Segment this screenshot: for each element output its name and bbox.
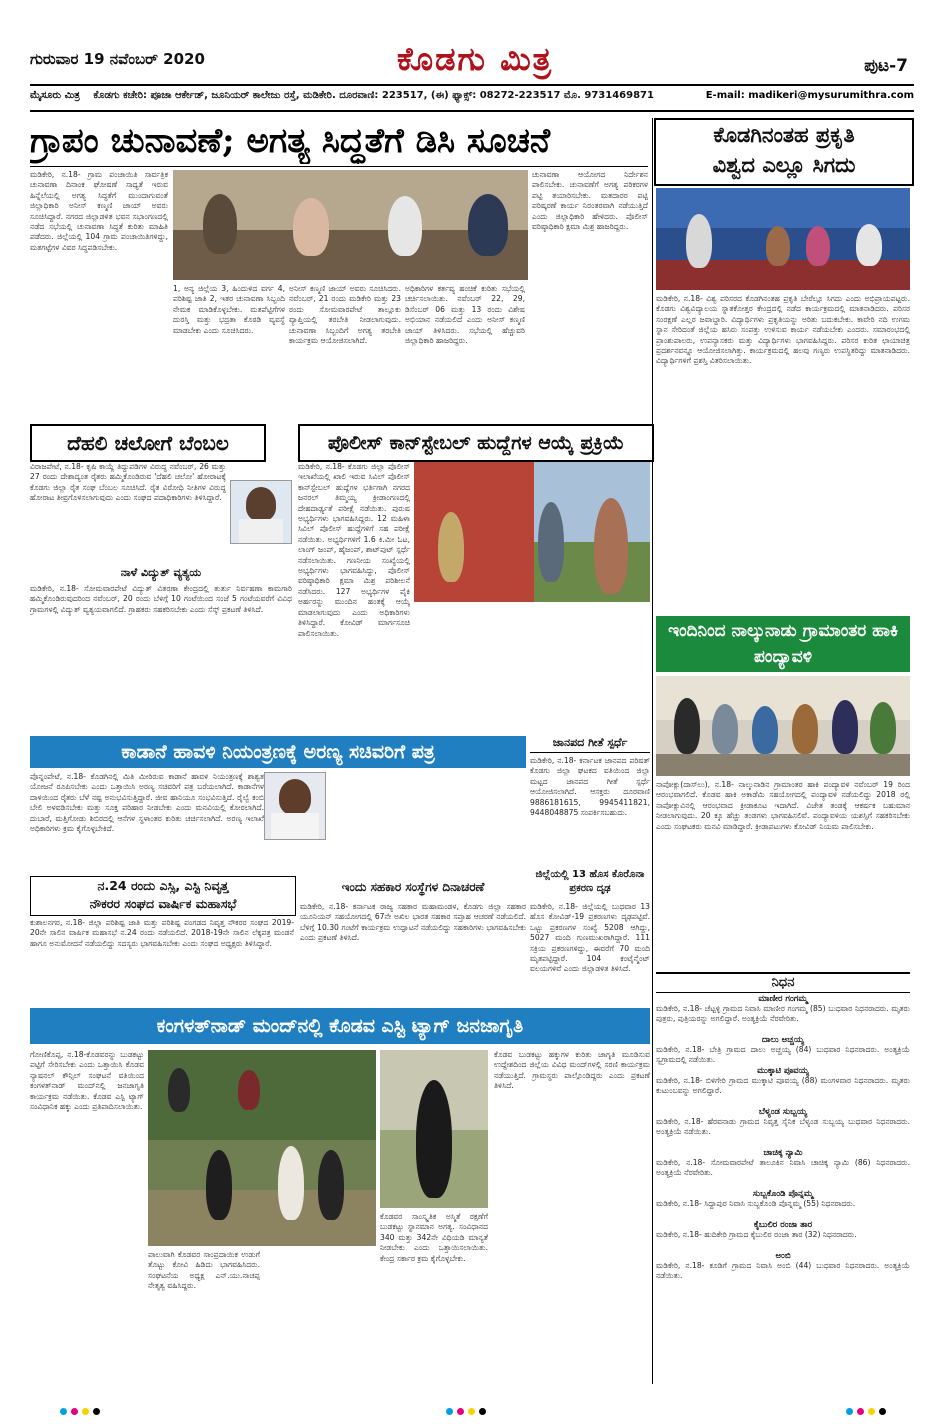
registration-marks-center	[446, 1400, 490, 1419]
delhi-body: ವಿರಾಜಪೇಟೆ, ನ.18- ಕೃಷಿ ಕಾಯ್ದೆ ತಿದ್ದುಪಡಿಗಳ ವಿರುದ್ಧ ನವೆಂಬರ್, 26 ಮತ್ತು 27 ರಂದು ದೇಶಾದ್ಯಂತ ರೈತರು ಹಮ್ಮಿಕೊಂಡಿರುವ 'ದೆಹಲಿ ಚಲೋ' ಹೋರಾಟಕ್ಕೆ ಕೊಡಗು ಜಿಲ್ಲಾ ರೈತ ಸಂಘ ಬೆಂಬಲ ಸೂಚಿಸಿದೆ. ರೈತ ವಿರೋಧಿ ನೀತಿಗಳ ವಿರುದ್ಧ ಹೋರಾಟ ತೀವ್ರಗೊಳಿಸಲಾಗುವುದು ಎಂದು ಸಂಘದ ಪದಾಧಿಕಾರಿಗಳು ತಿಳಿಸಿದ್ದಾರೆ.	[30, 462, 226, 503]
police-recruitment-photo	[414, 462, 650, 602]
cooperative-body: ಮಡಿಕೇರಿ, ನ.18- ಕರ್ನಾಟಕ ರಾಜ್ಯ ಸಹಕಾರ ಮಹಾಮಂಡಳ, ಕೊಡಗು ಜಿಲ್ಲಾ ಸಹಕಾರ ಯೂನಿಯನ್ ಸಹಯೋಗದಲ್ಲಿ 67ನೇ ಅಖಿಲ ಭಾರತ ಸಹಕಾರ ಸಪ್ತಾಹ ಆಚರಣೆ ನಡೆಯಲಿದೆ. ಬೆಳಿಗ್ಗೆ 10.30 ಗಂಟೆಗೆ ಕಾರ್ಯಕ್ರಮ ಉದ್ಘಾಟನೆ ನಡೆಯಲಿದ್ದು ಸಹಕಾರಿಗಳು ಭಾಗವಹಿಸಬೇಕು ಎಂದು ಪ್ರಕಟಣೆ ತಿಳಿಸಿದೆ.	[300, 902, 526, 943]
obituary-item	[656, 994, 910, 1035]
issue-date: ಗುರುವಾರ 19 ನವೆಂಬರ್ 2020	[30, 50, 205, 68]
obituary-body: ಮಡಿಕೇರಿ, ನ.18- ಬೇತ್ರಿ ಗ್ರಾಮದ ದಾಲು ಅಚ್ಚಯ್ಯ (84) ಬುಧವಾರ ನಿಧನರಾದರು. ಅಂತ್ಯಕ್ರಿಯೆ ಸ್ವಗ್ರಾಮದಲ್ಲಿ ನಡೆಯಿತು.	[656, 1045, 910, 1065]
nature-event-photo	[656, 188, 910, 290]
st-tag-col1: ಗೋಣಿಕೊಪ್ಪ, ನ.18-ಕೊಡವರನ್ನು ಬುಡಕಟ್ಟು ಪಟ್ಟಿಗೆ ಸೇರಿಸಬೇಕು ಎಂದು ಒತ್ತಾಯಿಸಿ ಕೊಡವ ನ್ಯಾಷನಲ್ ಕೌನ್ಸಿಲ್ ಸಂಘಟನೆ ವತಿಯಿಂದ ಕಂಗಳತ್‌ನಾಡ್ ಮಂದ್‌ನಲ್ಲಿ ಜನಜಾಗೃತಿ ಕಾರ್ಯಕ್ರಮ ನಡೆಯಿತು. ಕೊಡವ ಎಸ್ಟಿ ಟ್ಯಾಗ್ ಸಂವಿಧಾನಿಕ ಹಕ್ಕು ಎಂದು ಪ್ರತಿಪಾದಿಸಲಾಯಿತು.	[30, 1050, 144, 1112]
st-tag-col4: ಕೊಡವ ಬುಡಕಟ್ಟು ಹಕ್ಕುಗಳ ಕುರಿತು ಜಾಗೃತಿ ಮೂಡಿಸುವ ಉದ್ದೇಶದಿಂದ ಜಿಲ್ಲೆಯ ವಿವಿಧ ಮಂದ್‌ಗಳಲ್ಲಿ ಸರಣಿ ಕಾರ್ಯಕ್ರಮ ನಡೆಯುತ್ತಿದೆ. ಗ್ರಾಮಸ್ಥರು ಪಾಲ್ಗೊಂಡಿದ್ದರು ಎಂದು ಪ್ರಕಟಣೆ ತಿಳಿಸಿದೆ.	[494, 1050, 650, 1091]
nature-headline-box	[654, 118, 914, 186]
obituary-body: ಮಡಿಕೇರಿ, ನ.18- ಕೂಡಿಗೆ ಗ್ರಾಮದ ನಿವಾಸಿ ಅಂಬಿ (44) ಬುಧವಾರ ನಿಧನರಾದರು. ಅಂತ್ಯಕ್ರಿಯೆ ನಡೆಯಿತು.	[656, 1261, 910, 1281]
obituary-name: ಬೆಳ್ಯಂಡ ಸುಬ್ಬಯ್ಯ	[758, 1107, 808, 1117]
nature-headline-line1: ಕೊಡಗಿನಂತಹ ಪ್ರಕೃತಿ	[713, 122, 855, 147]
corona-body: ಮಡಿಕೇರಿ, ನ.18- ಜಿಲ್ಲೆಯಲ್ಲಿ ಬುಧವಾರ 13 ಹೊಸ ಕೋವಿಡ್-19 ಪ್ರಕರಣಗಳು ದೃಢಪಟ್ಟಿವೆ. ಒಟ್ಟು ಪ್ರಕರಣಗಳ ಸಂಖ್ಯೆ 5208 ಆಗಿದ್ದು, 5027 ಮಂದಿ ಗುಣಮುಖರಾಗಿದ್ದಾರೆ. 111 ಸಕ್ರಿಯ ಪ್ರಕರಣಗಳಿದ್ದು, ಈವರೆಗೆ 70 ಮಂದಿ ಮೃತಪಟ್ಟಿದ್ದಾರೆ. 104 ಕಂಟೈನ್ಮೆಂಟ್ ವಲಯಗಳಿವೆ ಎಂದು ಜಿಲ್ಲಾಡಳಿತ ತಿಳಿಸಿದೆ.	[530, 902, 650, 974]
obituary-name: ಮಾಣೀರ ಗಂಗಮ್ಮ	[758, 994, 808, 1004]
obituary-body: ಮಡಿಕೇರಿ, ನ.18- ಚೆಟ್ಟಳ್ಳಿ ಗ್ರಾಮದ ನಿವಾಸಿ ಮಾಣೀರ ಗಂಗಮ್ಮ (85) ಬುಧವಾರ ನಿಧನರಾದರು. ಮೃತರು ಪುತ್ರರು, ಪುತ್ರಿಯರನ್ನು ಅಗಲಿದ್ದಾರೆ. ಅಂತ್ಯಕ್ರಿಯೆ ನೆರವೇರಿತು.	[656, 1004, 910, 1024]
police-body-col2	[414, 606, 526, 732]
obituary-item	[656, 1251, 910, 1292]
office-address: ಕೊಡಗು ಕಚೇರಿ: ಪೂಜಾ ಆರ್ಕೇಡ್, ಜೂನಿಯರ್ ಕಾಲೇಜು ರಸ್ತೆ, ಮಡಿಕೇರಿ. ದೂರವಾಣಿ: 223517, (ಈ) ಫ್ಯಾಕ್ಸ್: 08272-223517 ಮೊ. 9731469871	[93, 90, 654, 101]
nature-body: ಮಡಿಕೇರಿ, ನ.18- ವಿಶ್ವ ಪರಿಸರದ ಕೊಡಗಿನಂತಹ ಪ್ರಕೃತಿ ಬೇರೆಲ್ಲೂ ಸಿಗದು ಎಂದು ಅಭಿಪ್ರಾಯಪಟ್ಟರು. ಕೊಡಗು ವಿಶ್ವವಿದ್ಯಾಲಯ ಸ್ನಾತಕೋತ್ತರ ಕೇಂದ್ರದಲ್ಲಿ ನಡೆದ ಕಾರ್ಯಕ್ರಮದಲ್ಲಿ ಮಾತನಾಡಿದರು. ಪರಿಸರ ಸಂರಕ್ಷಣೆ ಎಲ್ಲರ ಜವಾಬ್ದಾರಿ. ವಿದ್ಯಾರ್ಥಿಗಳು ಪ್ರಕೃತಿಯನ್ನು ಅರಿತು ಬದುಕಬೇಕು. ಕಾವೇರಿ ನದಿ ಉಗಮ ಸ್ಥಾನ ಸೇರಿದಂತೆ ಜಿಲ್ಲೆಯ ಹಸಿರು ಸಂಪತ್ತು ಉಳಿಸುವ ಕಾರ್ಯ ನಡೆಯಬೇಕು ಎಂದರು. ಸಮಾರಂಭದಲ್ಲಿ ಪ್ರಾಂಶುಪಾಲರು, ಉಪನ್ಯಾಸಕರು ಮತ್ತು ವಿದ್ಯಾರ್ಥಿಗಳು ಭಾಗವಹಿಸಿದ್ದರು. ಪರಿಸರ ಕುರಿತ ಛಾಯಾಚಿತ್ರ ಪ್ರದರ್ಶನವನ್ನೂ ಆಯೋಜಿಸಲಾಗಿತ್ತು. ಕಾರ್ಯಕ್ರಮದಲ್ಲಿ ಹಲವು ಗಣ್ಯರು ಉಪಸ್ಥಿತರಿದ್ದು ಮಾತನಾಡಿದರು. ವಿದ್ಯಾರ್ಥಿಗಳಿಗೆ ಪ್ರಶಸ್ತಿ ವಿತರಿಸಲಾಯಿತು.	[656, 294, 910, 366]
infobar-rule	[30, 110, 914, 112]
obituary-item	[656, 1220, 910, 1251]
st-tag-col3: ಕೊಡವರ ಸಾಂಸ್ಕೃತಿಕ ಅಸ್ಮಿತೆ ರಕ್ಷಣೆಗೆ ಬುಡಕಟ್ಟು ಸ್ಥಾನಮಾನ ಅಗತ್ಯ. ಸಂವಿಧಾನದ 340 ಮತ್ತು 342ನೇ ವಿಧಿಯಡಿ ಮಾನ್ಯತೆ ನೀಡಬೇಕು ಎಂದು ಒತ್ತಾಯಿಸಲಾಯಿತು. ಕೇಂದ್ರ ಸರ್ಕಾರ ಕ್ರಮ ಕೈಗೊಳ್ಳಬೇಕು.	[380, 1212, 488, 1263]
song-contest-headline: ಜಾನಪದ ಗೀತೆ ಸ್ಪರ್ಧೆ	[530, 736, 650, 753]
office-info-bar	[30, 90, 914, 108]
obituary-name: ಅಂಬಿ	[775, 1251, 791, 1261]
retired-body: ಕುಶಾಲನಗರ, ನ.18- ಜಿಲ್ಲಾ ಪರಿಶಿಷ್ಟ ಜಾತಿ ಮತ್ತು ಪರಿಶಿಷ್ಟ ಪಂಗಡದ ನಿವೃತ್ತ ನೌಕರರ ಸಂಘದ 2019-20ನೇ ಸಾಲಿನ ವಾರ್ಷಿಕ ಮಹಾಸಭೆ ನ.24 ರಂದು ನಡೆಯಲಿದೆ. 2018-19ನೇ ಸಾಲಿನ ಲೆಕ್ಕಪತ್ರ ಮಂಡನೆ ಹಾಗೂ ಅನುಮೋದನೆ ನಡೆಯಲಿದ್ದು ಸದಸ್ಯರು ಭಾಗವಹಿಸಬೇಕು ಎಂದು ಸಂಘದ ಅಧ್ಯಕ್ಷರು ತಿಳಿಸಿದ್ದಾರೆ.	[30, 918, 294, 948]
newspaper-logo: ಕೊಡಗು ಮಿತ್ರ	[396, 40, 553, 78]
gp-election-col3: ಅನೀಸ್ ಕಣ್ಮಣಿ ಜಾಯ್ ಅವರು ಸೂಚಿಸಿದರು. ನವೆಂಬರ್, 21 ರಂದು ಮಡಿಕೇರಿ ಮತ್ತು 23 ರಂದು ಸೋಮವಾರಪೇಟೆ ತಾಲ್ಲೂಕು ವ್ಯಾಪ್ತಿಯಲ್ಲಿ ತರಬೇತಿ ನೀಡಲಾಗುವುದು. ಚುನಾವಣಾ ಸಿಬ್ಬಂದಿಗೆ ಅಗತ್ಯ ತರಬೇತಿ ಕಾರ್ಯಕ್ರಮ ಆಯೋಜಿಸಲಾಗಿದೆ.	[289, 284, 401, 346]
corona-headline: ಜಿಲ್ಲೆಯಲ್ಲಿ 13 ಹೊಸ ಕೊರೊನಾ ಪ್ರಕರಣ ದೃಢ	[535, 869, 645, 894]
hockey-body: ನಾಪೋಕ್ಲು(ದಾಸ್‌ಲು), ನ.18- ನಾಲ್ಕುನಾಡಿನ ಗ್ರಾಮಾಂತರ ಹಾಕಿ ಪಂದ್ಯಾವಳಿ ನವೆಂಬರ್ 19 ರಿಂದ ಆರಂಭವಾಗಲಿದೆ. ಕೊಡವ ಹಾಕಿ ಅಕಾಡೆಮಿ ಸಹಯೋಗದಲ್ಲಿ ಪಂದ್ಯಾವಳಿ ನಡೆಯಲಿದ್ದು 2018 ರಲ್ಲಿ ನಾಪೋಕ್ಲುವಿನಲ್ಲಿ ಆರಂಭವಾದ ಕ್ರೀಡಾಕೂಟ ಇದಾಗಿದೆ. ವಿಜೇತ ತಂಡಕ್ಕೆ ಆಕರ್ಷಕ ಬಹುಮಾನ ನೀಡಲಾಗುವುದು. 20 ಕ್ಕೂ ಹೆಚ್ಚು ತಂಡಗಳು ಭಾಗವಹಿಸಲಿವೆ. ಪಂದ್ಯಾವಳಿಯ ಯಶಸ್ಸಿಗೆ ಸಹಕರಿಸಬೇಕು ಎಂದು ಸಂಘಟಕರು ಮನವಿ ಮಾಡಿದ್ದಾರೆ. ಕ್ರೀಡಾಪಟುಗಳು ಕೋವಿಡ್ ನಿಯಮ ಪಾಲಿಸಬೇಕು.	[656, 780, 910, 831]
delhi-body-continued	[30, 536, 226, 564]
gp-election-col1: ಮಡಿಕೇರಿ, ನ.18- ಗ್ರಾಮ ಪಂಚಾಯಿತಿ ಸಾರ್ವತ್ರಿಕ ಚುನಾವಣಾ ದಿನಾಂಕ ಘೋಷಣೆ ಸಾಧ್ಯತೆ ಇರುವ ಹಿನ್ನೆಲೆಯಲ್ಲಿ ಅಗತ್ಯ ಸಿದ್ಧತೆಗೆ ಮುಂದಾಗುವಂತೆ ಜಿಲ್ಲಾಧಿಕಾರಿ ಅನೀಸ್ ಕಣ್ಮಣಿ ಜಾಯ್ ಅವರು ಸೂಚಿಸಿದ್ದಾರೆ. ನಗರದ ಜಿಲ್ಲಾಡಳಿತ ಭವನ ಸಭಾಂಗಣದಲ್ಲಿ ನಡೆದ ಸಭೆಯಲ್ಲಿ ಚುನಾವಣಾ ಸಿದ್ಧತೆ ಕುರಿತು ಮಾಹಿತಿ ಪಡೆದರು. ಜಿಲ್ಲೆಯಲ್ಲಿ 104 ಗ್ರಾಮ ಪಂಚಾಯಿತಿಗಳಿದ್ದು, ಮತಗಟ್ಟೆಗಳ ವಿವರ ಸಿದ್ಧಪಡಿಸಬೇಕು.	[30, 170, 168, 252]
elephant-body-col3	[330, 772, 526, 872]
hockey-team-photo	[656, 676, 910, 776]
gp-meeting-photo	[173, 170, 528, 280]
masthead-rule	[30, 84, 914, 86]
obituary-item	[656, 1035, 910, 1066]
st-tag-headline: ಕಂಗಳತ್‌ನಾಡ್ ಮಂದ್‌ನಲ್ಲಿ ಕೊಡವ ಎಸ್ಟಿ ಟ್ಯಾಗ್ ಜನಜಾಗೃತಿ	[30, 1008, 650, 1044]
delhi-portrait-photo	[230, 480, 292, 544]
page-number: ಪುಟ-7	[864, 56, 908, 76]
elephant-body: ಪೊನ್ನಂಪೇಟೆ, ನ.18- ಕೊಡಗಿನಲ್ಲಿ ಮಿತಿ ಮೀರಿರುವ ಕಾಡಾನೆ ಹಾವಳಿ ನಿಯಂತ್ರಣಕ್ಕೆ ಶಾಶ್ವತ ಯೋಜನೆ ರೂಪಿಸಬೇಕು ಎಂದು ಒತ್ತಾಯಿಸಿ ಅರಣ್ಯ ಸಚಿವರಿಗೆ ಪತ್ರ ಬರೆಯಲಾಗಿದೆ. ಕಾಡಾನೆಗಳ ದಾಳಿಯಿಂದ ರೈತರು ಬೆಳೆ ನಷ್ಟ ಅನುಭವಿಸುತ್ತಿದ್ದಾರೆ. ಜೀವ ಹಾನಿಯೂ ಸಂಭವಿಸುತ್ತಿದೆ. ರೈಲ್ವೆ ಕಂಬಿ ಬೇಲಿ ಅಳವಡಿಸಬೇಕು ಮತ್ತು ಸೂಕ್ತ ಪರಿಹಾರ ನೀಡಬೇಕು ಎಂದು ಮನವಿಯಲ್ಲಿ ಕೋರಲಾಗಿದೆ. ದುಬಾರೆ, ಮತ್ತಿಗೋಡು ಶಿಬಿರದಲ್ಲಿ ಆನೆಗಳ ಸ್ಥಳಾಂತರ ಕುರಿತು ಚರ್ಚಿಸಲಾಗಿದೆ. ಅರಣ್ಯ ಇಲಾಖೆ ಅಧಿಕಾರಿಗಳು ಕ್ರಮ ಕೈಗೊಳ್ಳಬೇಕಿದೆ.	[30, 772, 264, 834]
st-tag-photo-left	[148, 1050, 376, 1246]
retired-headline-box	[30, 876, 296, 916]
obituary-item	[656, 1066, 910, 1107]
obituary-list	[656, 994, 910, 1384]
st-tag-col2: ಪಾಲುವಾಗಿ ಕೊಡವರ ಸಾಂಪ್ರದಾಯಿಕ ಉಡುಗೆ ತೊಟ್ಟು ಕೋವಿ ಹಿಡಿದು ಭಾಗವಹಿಸಿದರು. ಸಂಘಟನೆಯ ಅಧ್ಯಕ್ಷ ಎನ್.ಯು.ನಾಚಪ್ಪ ನೇತೃತ್ವ ವಹಿಸಿದ್ದರು.	[148, 1250, 260, 1291]
retired-headline-line2: ನೌಕರರ ಸಂಘದ ವಾರ್ಷಿಕ ಮಹಾಸಭೆ	[89, 896, 237, 911]
power-cut-subhead: ನಾಳೆ ವಿದ್ಯುತ್ ವ್ಯತ್ಯಯ	[120, 566, 202, 579]
police-body-col3	[530, 606, 650, 732]
registration-marks-left	[60, 1400, 104, 1419]
power-cut-body: ಮಡಿಕೇರಿ, ನ.18- ಸೋಮವಾರಪೇಟೆ ವಿದ್ಯುತ್ ವಿತರಣಾ ಕೇಂದ್ರದಲ್ಲಿ ತುರ್ತು ನಿರ್ವಹಣಾ ಕಾಮಗಾರಿ ಹಮ್ಮಿಕೊಂಡಿರುವುದರಿಂದ ನವೆಂಬರ್, 20 ರಂದು ಬೆಳಿಗ್ಗೆ 10 ಗಂಟೆಯಿಂದ ಸಂಜೆ 5 ಗಂಟೆಯವರೆಗೆ ವಿವಿಧ ಗ್ರಾಮಗಳಲ್ಲಿ ವಿದ್ಯುತ್ ವ್ಯತ್ಯಯವಾಗಲಿದೆ. ಗ್ರಾಹಕರು ಸಹಕರಿಸಬೇಕು ಎಂದು ಸೆಸ್ಕ್ ಪ್ರಕಟಣೆ ತಿಳಿಸಿದೆ.	[30, 584, 292, 614]
gp-election-col5: ಚುನಾವಣಾ ಆಯೋಗದ ನಿರ್ದೇಶನ ಪಾಲಿಸಬೇಕು. ಚುನಾವಣೆಗೆ ಅಗತ್ಯ ಪರಿಕರಗಳ ಪಟ್ಟಿ ತಯಾರಿಸಬೇಕು. ಮತದಾರರ ಪಟ್ಟಿ ಪರಿಷ್ಕರಣೆ ಕಾರ್ಯ ನಿರಂತರವಾಗಿ ನಡೆಯುತ್ತಿದೆ ಎಂದು ಜಿಲ್ಲಾಧಿಕಾರಿ ಹೇಳಿದರು. ಪೊಲೀಸ್ ವರಿಷ್ಠಾಧಿಕಾರಿ ಕ್ಷಮಾ ಮಿಶ್ರ ಹಾಜರಿದ್ದರು.	[532, 170, 648, 232]
police-headline: ಪೊಲೀಸ್ ಕಾನ್‌ಸ್ಟೇಬಲ್ ಹುದ್ದೆಗಳ ಆಯ್ಕೆ ಪ್ರಕ್ರಿಯೆ	[298, 424, 654, 462]
cooperative-headline: ಇಂದು ಸಹಕಾರ ಸಂಸ್ಥೆಗಳ ದಿನಾಚರಣೆ	[341, 880, 485, 894]
obituary-name: ಸುಬ್ಬಕೊಂಡಿ ಪೊನ್ನಮ್ಮ	[752, 1189, 814, 1199]
retired-headline-line1: ನ.24 ರಂದು ಎಸ್ಸಿ, ಎಸ್ಟಿ ನಿವೃತ್ತ	[97, 878, 229, 893]
obituary-body: ಮಡಿಕೇರಿ, ನ.18- ಹುದಿಕೇರಿ ಗ್ರಾಮದ ಕೈಬುಲಿರ ರಂಜಾ ತಾರ (32) ನಿಧನರಾದರು.	[656, 1230, 857, 1239]
song-contest-body: ಮಡಿಕೇರಿ, ನ.18- ಕರ್ನಾಟಕ ಜಾನಪದ ಪರಿಷತ್ ಕೊಡಗು ಜಿಲ್ಲಾ ಘಟಕದ ವತಿಯಿಂದ ಜಿಲ್ಲಾ ಮಟ್ಟದ ಜಾನಪದ ಗೀತೆ ಸ್ಪರ್ಧೆ ಆಯೋಜಿಸಲಾಗಿದೆ. ಆಸಕ್ತರು ದೂರವಾಣಿ 9886181615, 9945411821, 9448048875 ಸಂಪರ್ಕಿಸಬಹುದು.	[530, 756, 650, 818]
gp-rule	[30, 166, 648, 167]
obituary-body: ಮಡಿಕೇರಿ, ನ.18- ಸೋಮವಾರಪೇಟೆ ತಾಲೂಕಿನ ನಿವಾಸಿ ಚಾಚಿಕ್ಕ ನ್ಯಾಮಿ (86) ನಿಧನರಾದರು. ಅಂತ್ಯಕ್ರಿಯೆ ನೆರವೇರಿತು.	[656, 1158, 910, 1178]
obituary-body: ಮಡಿಕೇರಿ, ನ.18- ಹೆರವನಾಡು ಗ್ರಾಮದ ನಿವೃತ್ತ ಸೈನಿಕ ಬೆಳ್ಯಂಡ ಸುಬ್ಬಯ್ಯ ಬುಧವಾರ ನಿಧನರಾದರು. ಅಂತ್ಯಕ್ರಿಯೆ ನಡೆಯಿತು.	[656, 1117, 910, 1137]
obituary-item	[656, 1148, 910, 1189]
obituary-heading: ನಿಧನ	[656, 972, 910, 993]
gp-election-col4: ಅಧಿಕಾರಿಗಳ ಕರ್ತವ್ಯ ಹಂಚಿಕೆ ಕುರಿತು ಸಭೆಯಲ್ಲಿ ಚರ್ಚಿಸಲಾಯಿತು. ನವೆಂಬರ್ 22, 29, ಡಿಸೆಂಬರ್ 06 ಮತ್ತು 13 ರಂದು ವಿಶೇಷ ಅಭಿಯಾನ ನಡೆಯಲಿದೆ ಎಂದು ಅನೀಸ್ ಕಣ್ಮಣಿ ಜಾಯ್ ತಿಳಿಸಿದರು. ಸಭೆಯಲ್ಲಿ ಹೆಚ್ಚುವರಿ ಜಿಲ್ಲಾಧಿಕಾರಿ ಹಾಜರಿದ್ದರು.	[405, 284, 525, 346]
obituary-body: ಮಡಿಕೇರಿ, ನ.18- ಬಿಳಿಗೇರಿ ಗ್ರಾಮದ ಮುಕ್ಕಾಟಿ ಪೂವಯ್ಯ (88) ಮಂಗಳವಾರ ನಿಧನರಾದರು. ಮೃತರು ಕುಟುಂಬವನ್ನು ಅಗಲಿದ್ದಾರೆ.	[656, 1076, 910, 1096]
hockey-headline: ಇಂದಿನಿಂದ ನಾಲ್ಕುನಾಡು ಗ್ರಾಮಾಂತರ ಹಾಕಿ ಪಂದ್ಯಾವಳಿ	[656, 616, 910, 672]
gp-election-col2: 1, ಅನ್ಯ ಜಿಲ್ಲೆಯ 3, ಹಿಂದುಳಿದ ವರ್ಗ 4, ಪರಿಶಿಷ್ಟ ಜಾತಿ 2, ಇತರ ಚುನಾವಣಾ ಸಿಬ್ಬಂದಿ ನೇಮಕ ಮಾಡಿಕೊಳ್ಳಬೇಕು. ಮತಪೆಟ್ಟಿಗೆಗಳ ದುರಸ್ತಿ ಮತ್ತು ಭದ್ರತಾ ಕೊಠಡಿ ವ್ಯವಸ್ಥೆ ಮಾಡಬೇಕು ಎಂದು ಸೂಚಿಸಿದರು.	[173, 284, 285, 335]
obituary-name: ಚಾಚಿಕ್ಕ ನ್ಯಾಮಿ	[763, 1148, 803, 1158]
gp-election-headline: ಗ್ರಾಪಂ ಚುನಾವಣೆ; ಅಗತ್ಯ ಸಿದ್ಧತೆಗೆ ಡಿಸಿ ಸೂಚನೆ	[30, 121, 551, 161]
st-tag-photo-right	[380, 1050, 488, 1208]
obituary-item	[656, 1189, 910, 1220]
police-body: ಮಡಿಕೇರಿ, ನ.18- ಕೊಡಗು ಜಿಲ್ಲಾ ಪೊಲೀಸ್ ಇಲಾಖೆಯಲ್ಲಿ ಖಾಲಿ ಇರುವ ಸಿವಿಲ್ ಪೊಲೀಸ್ ಕಾನ್‌ಸ್ಟೇಬಲ್ ಹುದ್ದೆಗಳ ಭರ್ತಿಗಾಗಿ ನಗರದ ಜನರಲ್ ತಿಮ್ಮಯ್ಯ ಕ್ರೀಡಾಂಗಣದಲ್ಲಿ ದೇಹದಾರ್ಢ್ಯತೆ ಪರೀಕ್ಷೆ ನಡೆಯಿತು. ಪುರುಷ ಅಭ್ಯರ್ಥಿಗಳು ಭಾಗವಹಿಸಿದ್ದರು. 12 ಮಹಿಳಾ ಸಿವಿಲ್ ಪೊಲೀಸ್ ಹುದ್ದೆಗಳಿಗೆ ಸಹ ಪರೀಕ್ಷೆ ನಡೆಯಿತು. ಅಭ್ಯರ್ಥಿಗಳಿಗೆ 1.6 ಕಿ.ಮೀ ಓಟ, ಲಾಂಗ್ ಜಂಪ್, ಹೈಜಂಪ್, ಶಾಟ್‌ಪುಟ್ ಸ್ಪರ್ಧೆ ನಡೆಸಲಾಯಿತು. ಗಣನೀಯ ಸಂಖ್ಯೆಯಲ್ಲಿ ಅಭ್ಯರ್ಥಿಗಳು ಭಾಗವಹಿಸಿದ್ದು, ಪೊಲೀಸ್ ವರಿಷ್ಠಾಧಿಕಾರಿ ಕ್ಷಮಾ ಮಿಶ್ರ ಪರಿಶೀಲನೆ ನಡೆಸಿದರು. 127 ಅಭ್ಯರ್ಥಿಗಳ ಪೈಕಿ ಅರ್ಹರನ್ನು ಮುಂದಿನ ಹಂತಕ್ಕೆ ಆಯ್ಕೆ ಮಾಡಲಾಗುವುದು ಎಂದು ಅಧಿಕಾರಿಗಳು ತಿಳಿಸಿದ್ದಾರೆ. ಕೋವಿಡ್ ಮಾರ್ಗಸೂಚಿ ಪಾಲಿಸಲಾಯಿತು.	[298, 462, 410, 638]
obituary-name: ಮುಕ್ಕಾಟಿ ಪೂವಯ್ಯ	[757, 1066, 809, 1076]
obituary-name: ಕೈಬುಲಿರ ರಂಜಾ ತಾರ	[753, 1220, 813, 1230]
obituary-name: ದಾಲು ಅಚ್ಚಯ್ಯ	[761, 1035, 805, 1045]
obituary-body: ಮಡಿಕೇರಿ, ನ.18- ಸಿದ್ದಾಪುರ ನಿವಾಸಿ ಸುಬ್ಬಕೊಂಡಿ ಪೊನ್ನಮ್ಮ (55) ನಿಧನರಾದರು.	[656, 1199, 856, 1208]
obituary-item	[656, 1107, 910, 1148]
registration-marks-right	[846, 1400, 890, 1419]
minister-portrait-photo	[264, 772, 326, 840]
right-column-rule	[652, 118, 653, 1384]
delhi-headline: ದೆಹಲಿ ಚಲೋಗೆ ಬೆಂಬಲ	[30, 424, 266, 462]
office-email[interactable]: E-mail: madikeri@mysurumithra.com	[705, 90, 914, 101]
nature-headline-line2: ವಿಶ್ವದ ಎಲ್ಲೂ ಸಿಗದು	[712, 152, 856, 177]
st-tag-col2b	[264, 1250, 376, 1380]
parent-paper-name: ಮೈಸೂರು ಮಿತ್ರ	[30, 90, 80, 101]
elephant-headline: ಕಾಡಾನೆ ಹಾವಳಿ ನಿಯಂತ್ರಣಕ್ಕೆ ಅರಣ್ಯ ಸಚಿವರಿಗೆ ಪತ್ರ	[30, 736, 526, 768]
